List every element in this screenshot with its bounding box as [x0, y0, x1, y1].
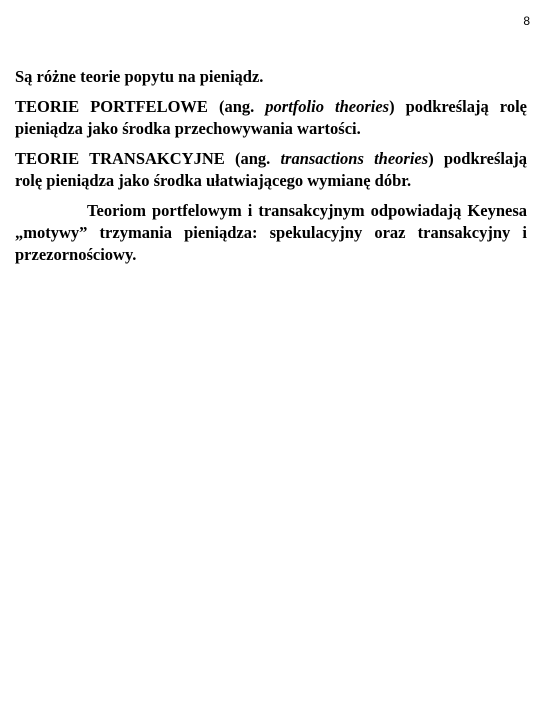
- portfolio-theories-paragraph: [15, 96, 527, 140]
- portfolio-text-end: ) podkreślają rolę pieniądza jako środka przechowywania wartości.: [15, 97, 527, 138]
- keynes-motives-paragraph: Teoriom portfelowym i transakcyjnym odpowiadają Keynesa „motywy” trzymania pieniądza: spekulacyjny oraz transakcyjny i przezornościowy.: [15, 201, 527, 264]
- transactions-text-end: ) podkreślają rolę pieniądza jako środka ułatwiającego wymianę dóbr.: [15, 149, 528, 190]
- page-number: 8: [523, 14, 530, 28]
- portfolio-english-term: portfolio theories: [265, 97, 390, 116]
- transactions-theories-paragraph: [15, 148, 527, 192]
- transactions-text-start: TEORIE TRANSAKCYJNE (ang.: [15, 149, 281, 168]
- transactions-english-term: transactions theories: [280, 149, 429, 168]
- portfolio-text-start: TEORIE PORTFELOWE (ang.: [15, 97, 266, 116]
- intro-paragraph: Są różne teorie popytu na pieniądz.: [15, 67, 264, 86]
- document-body: [15, 66, 527, 274]
